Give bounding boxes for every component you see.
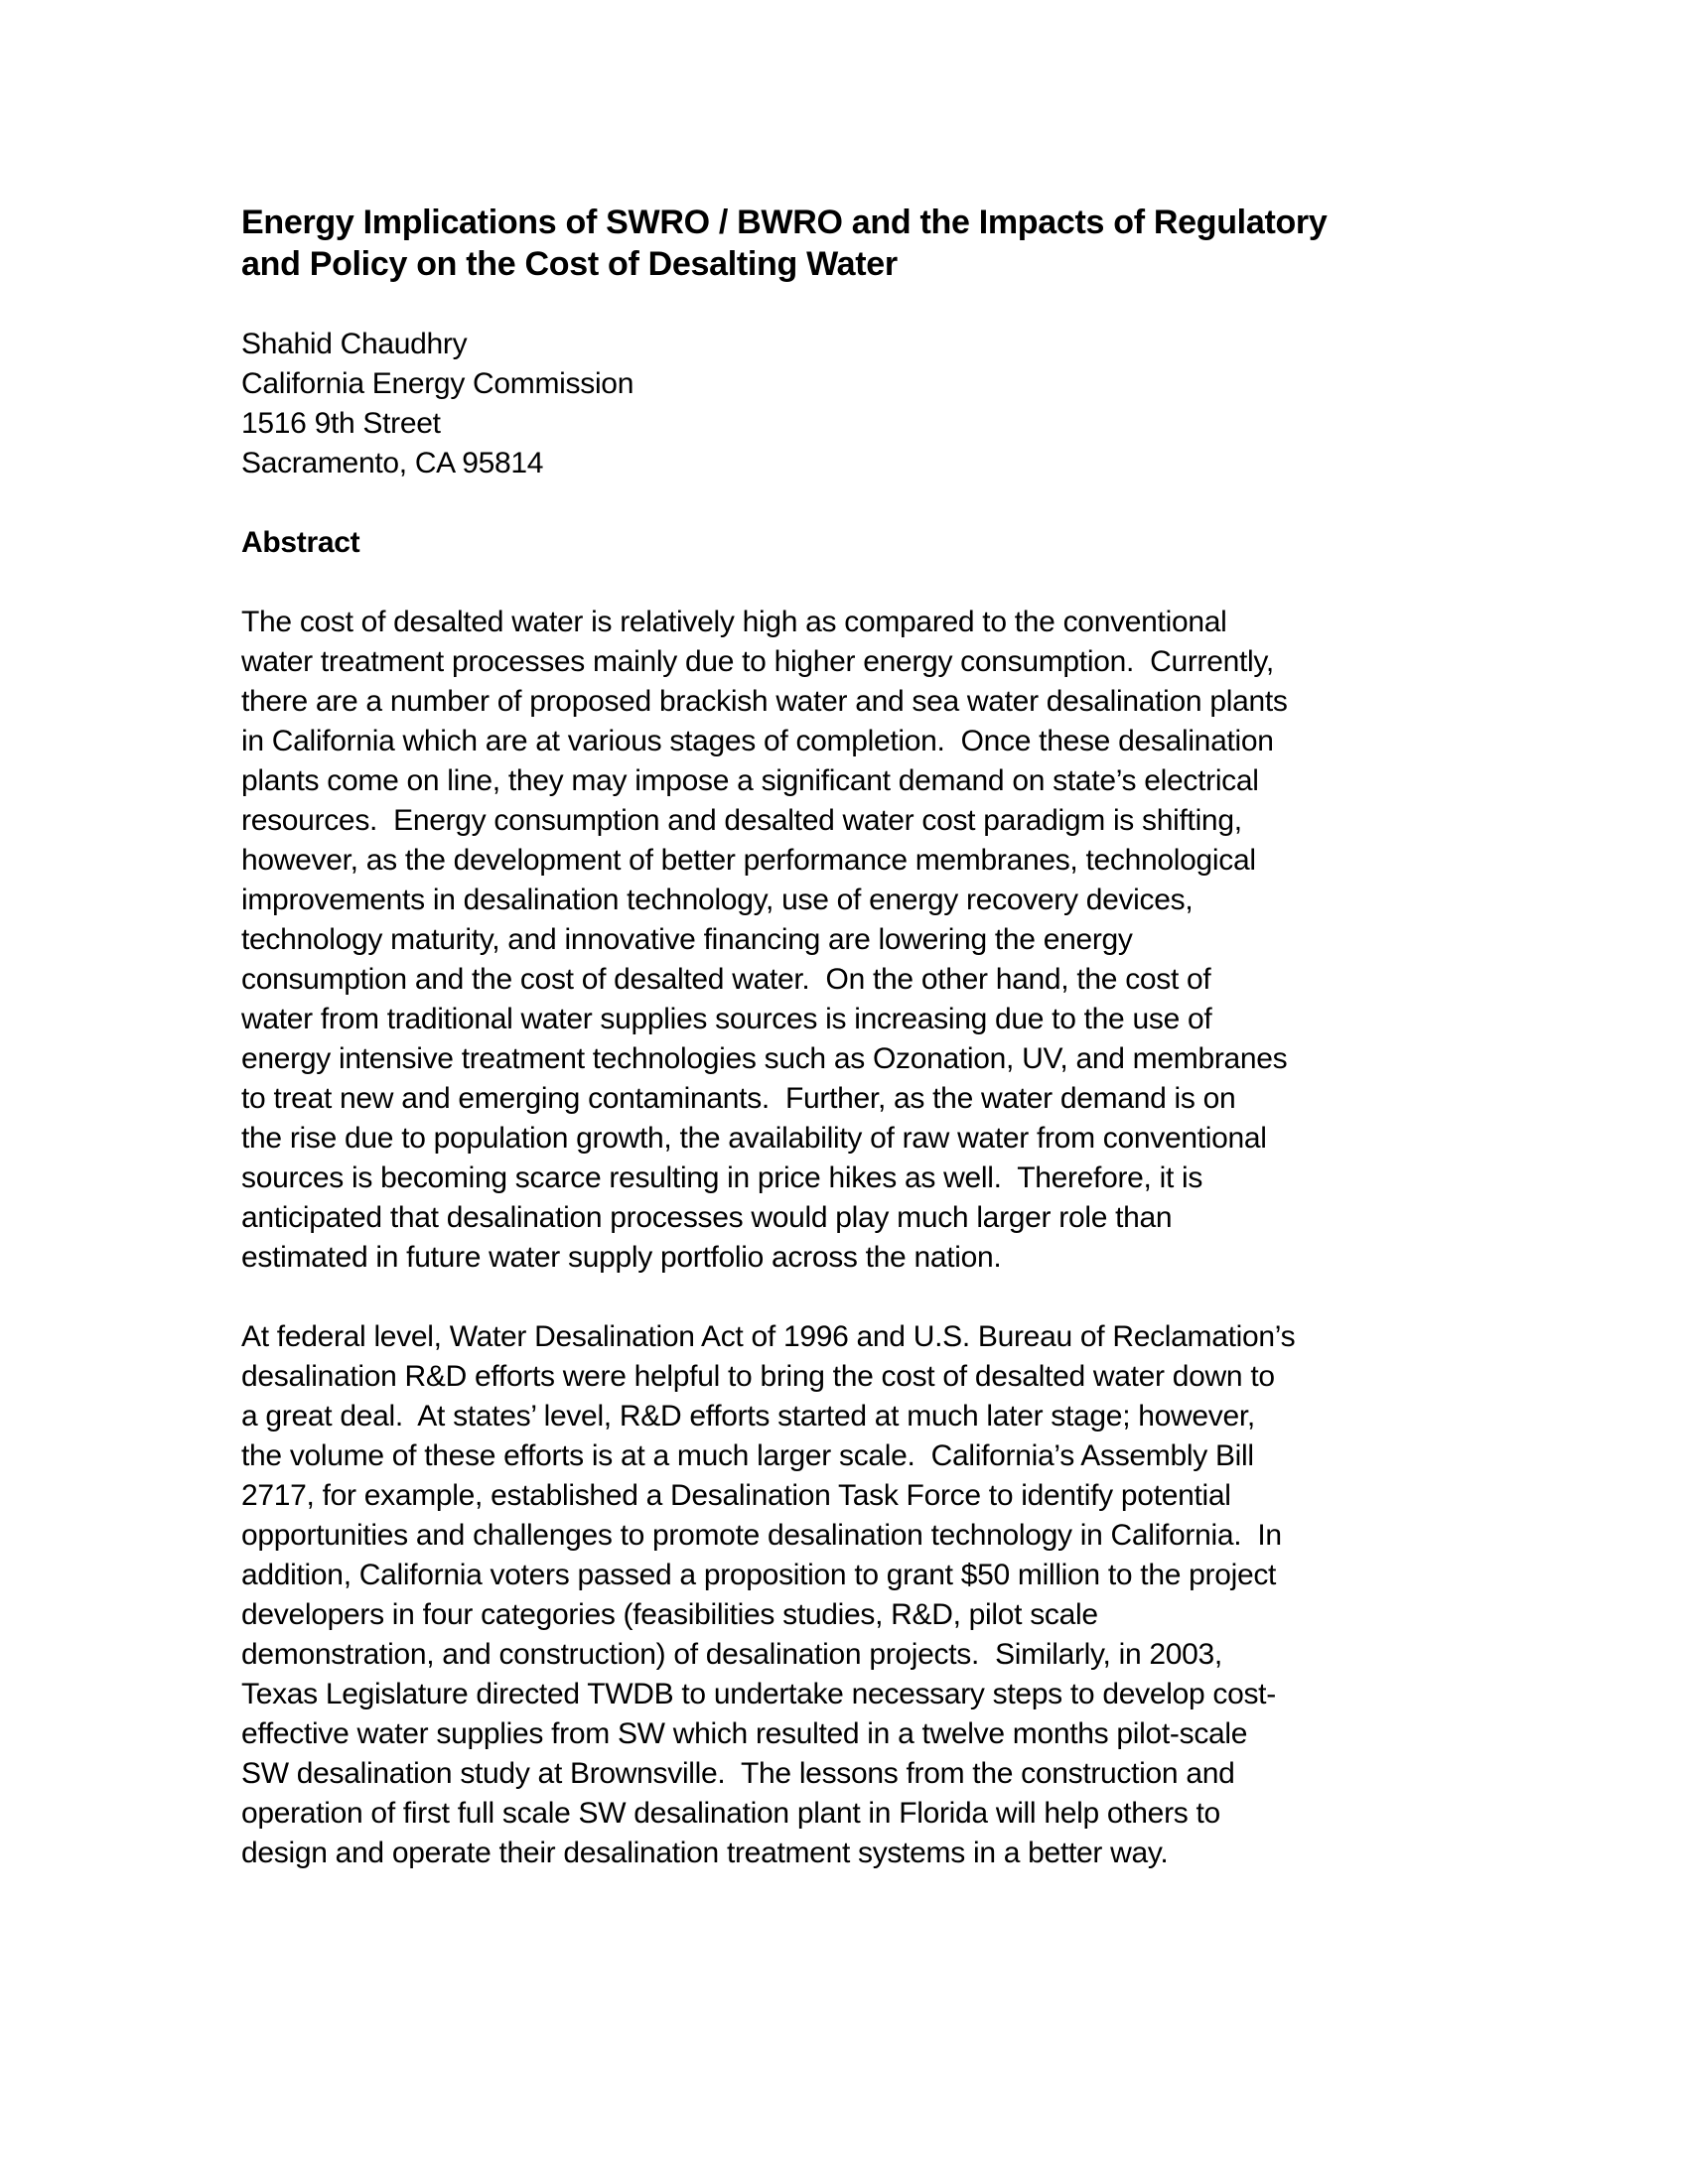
text-line: in California which are at various stages of completion. Once these desalination (241, 725, 1274, 757)
text-line: 2717, for example, established a Desalination Task Force to identify potential (241, 1479, 1231, 1512)
text-line: operation of first full scale SW desalination plant in Florida will help others to (241, 1797, 1220, 1830)
text-line: Shahid Chaudhry (241, 328, 468, 360)
text-line: developers in four categories (feasibilities studies, R&D, pilot scale (241, 1598, 1098, 1631)
paper-title (241, 202, 1473, 285)
text-line: Texas Legislature directed TWDB to undertake necessary steps to develop cost- (241, 1678, 1276, 1710)
text-line: energy intensive treatment technologies such as Ozonation, UV, and membranes (241, 1042, 1288, 1075)
author-address-block (241, 325, 1473, 483)
text-line: water treatment processes mainly due to higher energy consumption. Currently, (241, 645, 1274, 678)
text-line: California Energy Commission (241, 367, 634, 400)
text-line: water from traditional water supplies sources is increasing due to the use of (241, 1003, 1212, 1035)
text-line: effective water supplies from SW which resulted in a twelve months pilot-scale (241, 1717, 1248, 1750)
document-content (241, 202, 1473, 1913)
abstract-paragraph-1 (241, 603, 1473, 1278)
text-line: opportunities and challenges to promote desalination technology in California. In (241, 1519, 1282, 1552)
text-line: consumption and the cost of desalted water. On the other hand, the cost of (241, 963, 1211, 996)
text-line: technology maturity, and innovative financing are lowering the energy (241, 923, 1133, 956)
text-line: Energy Implications of SWRO / BWRO and the Impacts of Regulatory (241, 204, 1328, 241)
text-line: to treat new and emerging contaminants. Further, as the water demand is on (241, 1082, 1236, 1115)
text-line: plants come on line, they may impose a significant demand on state’s electrical (241, 764, 1259, 797)
text-line: improvements in desalination technology, use of energy recovery devices, (241, 884, 1194, 916)
text-line: a great deal. At states’ level, R&D efforts started at much later stage; however, (241, 1400, 1255, 1433)
text-line: addition, California voters passed a proposition to grant $50 million to the project (241, 1559, 1277, 1591)
text-line: anticipated that desalination processes would play much larger role than (241, 1201, 1173, 1234)
text-line: the volume of these efforts is at a much larger scale. California’s Assembly Bill (241, 1439, 1254, 1472)
text-line: At federal level, Water Desalination Act of 1996 and U.S. Bureau of Reclamation’s (241, 1320, 1296, 1353)
text-line: and Policy on the Cost of Desalting Water (241, 245, 898, 283)
text-line: demonstration, and construction) of desalination projects. Similarly, in 2003, (241, 1638, 1222, 1671)
text-line: sources is becoming scarce resulting in price hikes as well. Therefore, it is (241, 1161, 1203, 1194)
text-line: there are a number of proposed brackish water and sea water desalination plants (241, 685, 1288, 718)
text-line: estimated in future water supply portfolio across the nation. (241, 1241, 1002, 1274)
text-line: the rise due to population growth, the availability of raw water from conventional (241, 1122, 1267, 1155)
text-line: 1516 9th Street (241, 407, 441, 440)
abstract-heading: Abstract (241, 526, 360, 559)
text-line: design and operate their desalination treatment systems in a better way. (241, 1837, 1169, 1869)
text-line: desalination R&D efforts were helpful to bring the cost of desalted water down to (241, 1360, 1275, 1393)
text-line: Sacramento, CA 95814 (241, 447, 544, 479)
text-line: The cost of desalted water is relatively high as compared to the conventional (241, 606, 1227, 638)
text-line: SW desalination study at Brownsville. The lessons from the construction and (241, 1757, 1235, 1790)
text-line: resources. Energy consumption and desalted water cost paradigm is shifting, (241, 804, 1242, 837)
abstract-paragraph-2 (241, 1317, 1473, 1873)
text-line: however, as the development of better performance membranes, technological (241, 844, 1256, 877)
